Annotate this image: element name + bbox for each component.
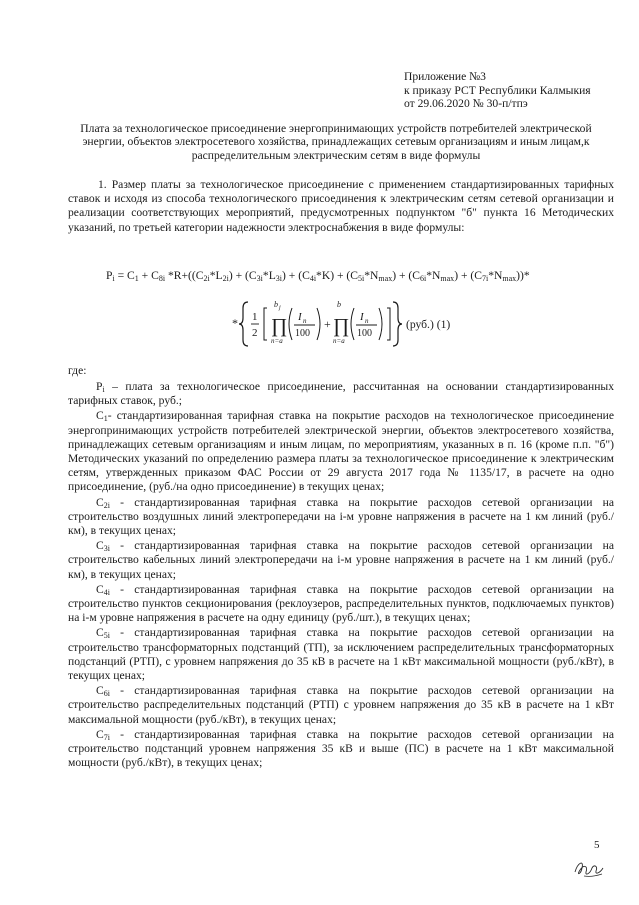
paragraph-1: 1. Размер платы за технологическое присоединение с применением стандартизированных тарифных ставок и исходя из способа технологического присоединения к электрическим сетям сетевой организации и реализации соответствующих мероприятий, предусмотренных подпунктом "б" пункта 16 Методических указаний, по третьей категории надежности электроснабжения в виде формулы:: [68, 178, 614, 234]
prod1-top: b: [274, 300, 278, 309]
formula-sub: max: [502, 274, 517, 283]
half-numerator: 1: [252, 311, 258, 323]
document-title: Плата за технологическое присоединение энергопринимающих устройств потребителей электрической энергии, объектов электросетевого хозяйства, принадлежащих сетевым организациям и иным лицам,к распределительным электрическим сетям в виде формулы: [80, 122, 592, 162]
formula-sub: 4i: [309, 274, 317, 283]
half-denominator: 2: [252, 327, 258, 339]
paren-left-1: [289, 308, 292, 340]
formula-text: *L: [262, 269, 276, 282]
hundred-2: 100: [357, 328, 372, 339]
formula-sub: 3i: [256, 274, 263, 283]
prod2-top: b: [337, 300, 341, 309]
paren-right-1: [317, 308, 320, 340]
formula-sub: i: [112, 274, 115, 283]
formula-text: + C: [138, 269, 159, 282]
hundred-1: 100: [295, 328, 310, 339]
formula-sub: 2i: [222, 274, 229, 283]
appendix-header: [404, 70, 624, 111]
prod2-bottom: n=a: [333, 337, 345, 345]
prod1-top-sub: j: [279, 305, 281, 311]
formula-sub: 5i: [358, 274, 365, 283]
formula-line-1: [106, 269, 626, 283]
in-2: I: [360, 311, 364, 323]
formula-text: *N: [488, 269, 503, 282]
formula-text: *N: [426, 269, 441, 282]
definition-c6i: $C_{6i}$ - стандартизированная тарифная ставка на покрытие расходов сетевой организации на строительство распределительных подстанций (РТП) с уровнем напряжения до 35 кВ в расчете на 1 кВт максимальной мощности (руб./кВт), в текущих ценах;: [68, 684, 614, 726]
formula-sub: max: [378, 274, 393, 283]
formula-sub: 1: [134, 274, 139, 283]
left-brace: [239, 302, 248, 346]
prod1-bottom: n=a: [271, 337, 283, 345]
definition-c7i: $C_{7i}$ - стандартизированная тарифная ставка на покрытие расходов сетевой организации на строительство подстанций уровнем напряжения 35 кВ и выше (ПС) в расчете на 1 кВт максимальной мощности (руб./кВт), в текущих ценах;: [68, 727, 614, 770]
formula-sub: 6i: [420, 274, 427, 283]
formula-unit: (руб.) (1): [406, 318, 451, 331]
formula-text: ) + (C: [282, 269, 310, 282]
page-number: 5: [594, 839, 600, 851]
formula-text: ) + (C: [228, 269, 257, 282]
appendix-line-2: к приказу РСТ Республики Калмыкия: [404, 83, 591, 97]
definition-c3i: $C_{3i}$ - стандартизированная тарифная ставка на покрытие расходов сетевой организации на строительство кабельных линий электропередачи на i-м уровне напряжения в расчете на 1 км линий (руб./км), в текущих ценах;: [68, 539, 614, 581]
in-1: I: [298, 311, 302, 323]
paren-left-2: [351, 308, 354, 340]
handwritten-signature: [572, 856, 606, 880]
paren-right-2: [379, 308, 382, 340]
definition-c2i: $C_{2i}$ - стандартизированная тарифная ставка на покрытие расходов сетевой организации на строительство воздушных линий электропередачи на i-м уровне напряжения в расчете на 1 км линий (руб./км), в текущих ценах;: [68, 495, 614, 538]
formula-sub: 7i: [481, 274, 489, 283]
in-1-sub: n: [303, 317, 307, 325]
right-bracket: [387, 308, 390, 340]
appendix-line-3: от 29.06.2020 № 30-п/тпэ: [404, 97, 528, 111]
prod2-symbol: ∏: [333, 315, 350, 337]
definition-c5i: $C_{5i}$ - стандартизированная тарифная ставка на покрытие расходов сетевой организации на строительство трансформаторных подстанций (ТП), за исключением распределительных трансформаторных подстанций (РТП), с уровнем напряжения до 35 кВ в расчете на 1 кВт максимальной мощности (руб./кВт), в текущих ценах;: [68, 626, 614, 683]
formula-p: P: [106, 269, 113, 282]
formula-text: ) + (C: [392, 269, 420, 282]
formula-text: = C: [114, 269, 135, 282]
formula-text: ))*: [516, 269, 530, 282]
definitions-list: [68, 380, 614, 771]
prod1-symbol: ∏: [271, 315, 288, 337]
definition-c1: $C_1-$ стандартизированная тарифная ставка на покрытие расходов на технологическое присоединение энергопринимающих устройств потребителей электрической энергии, объектов электросетевого хозяйства, принадлежащих сетевым организациям и иным лицам, по мероприятиям, указанных в п. 16 (кроме п.п. "б") Методических указаний по определению размера платы за технологическое присоединение к электрическим сетям, утвержденных приказом ФАС России от 29 августа 2017 года № 1135/17, в расчете на одно присоединение, (руб./на одно присоединение) в текущих ценах;: [68, 409, 614, 494]
appendix-line-1: Приложение №3: [404, 70, 486, 83]
formula-text: *N: [364, 269, 379, 282]
formula-text: *K) + (C: [316, 269, 359, 282]
right-brace: [393, 302, 402, 346]
formula-line-2: [232, 296, 492, 352]
formula-sub: 2i: [203, 274, 210, 283]
formula-sub: max: [440, 274, 455, 283]
formula-star: *: [232, 316, 238, 330]
formula-sub: 8i: [158, 274, 166, 283]
where-label: где:: [68, 364, 87, 377]
formula-sub: 3i: [275, 274, 283, 283]
definition-p-i: $P_i$ – плата за технологическое присоединение, рассчитанная на основании стандартизированных тарифных ставок, руб.;: [68, 380, 614, 408]
formula-text: ) + (C: [454, 269, 482, 282]
left-bracket: [264, 308, 267, 340]
formula-text: *R+((C: [165, 269, 204, 282]
definition-c4i: $C_{4i}$ - стандартизированная тарифная ставка на покрытие расходов сетевой организации на строительство пунктов секционирования (реклоузеров, распределительных пунктов, подключаемых пунктов) на i-м уровне напряжения в расчете на одну единицу (руб./шт.), в текущих ценах;: [68, 582, 614, 625]
plus-sign: +: [324, 317, 331, 331]
formula-text: *L: [209, 269, 223, 282]
in-2-sub: n: [365, 317, 369, 325]
